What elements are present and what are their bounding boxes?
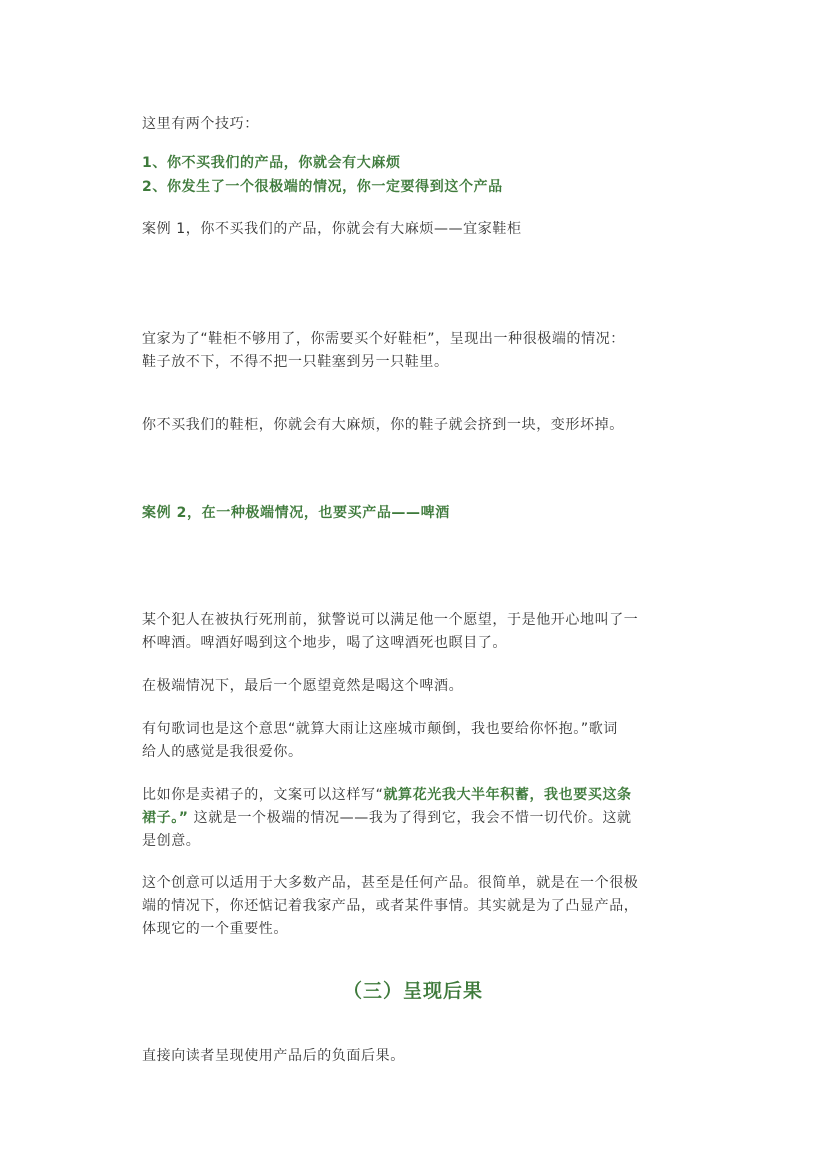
case2-paragraph-line-2: 杯啤酒。啤酒好喝到这个地步，喝了这啤酒死也瞑目了。 [142, 635, 507, 651]
case2-paragraph-line-1: 某个犯人在被执行死刑前，狱警说可以满足他一个愿望，于是他开心地叫了一 [142, 612, 639, 628]
case1-title: 案例 1，你不买我们的产品，你就会有大麻烦——宜家鞋柜 [142, 221, 522, 237]
skirt-paragraph-line-1 [142, 784, 687, 807]
case2-conclusion: 在极端情况下，最后一个愿望竟然是喝这个啤酒。 [142, 678, 464, 694]
tip-item-1: 1、你不买我们的产品，你就会有大麻烦 [142, 155, 401, 171]
case2-title: 案例 2，在一种极端情况，也要买产品——啤酒 [142, 505, 450, 521]
summary-paragraph-line-2: 端的情况下，你还惦记着我家产品，或者某件事情。其实就是为了凸显产品， [142, 898, 639, 914]
lyric-paragraph-line-2: 给人的感觉是我很爱你。 [142, 744, 303, 760]
skirt-paragraph-line-2 [142, 807, 687, 830]
case1-conclusion: 你不买我们的鞋柜，你就会有大麻烦，你的鞋子就会挤到一块，变形坏掉。 [142, 417, 624, 433]
skirt-paragraph-line-3: 是创意。 [142, 833, 201, 849]
skirt-line2-emphasis: 裙子。” [142, 810, 189, 826]
tip-item-2: 2、你发生了一个很极端的情况，你一定要得到这个产品 [142, 179, 503, 195]
skirt-line1-emphasis: 就算花光我大半年积蓄，我也要买这条 [383, 787, 632, 803]
summary-paragraph-line-1: 这个创意可以适用于大多数产品，甚至是任何产品。很简单，就是在一个很极 [142, 875, 639, 891]
intro-text: 这里有两个技巧： [142, 116, 259, 132]
skirt-line1-prefix: 比如你是卖裙子的，文案可以这样写“ [142, 787, 384, 803]
skirt-line2-suffix: 这就是一个极端的情况——我为了得到它，我会不惜一切代价。这就 [188, 810, 632, 826]
section-intro: 直接向读者呈现使用产品后的负面后果。 [142, 1048, 405, 1064]
section-heading: （三）呈现后果 [342, 980, 483, 1002]
lyric-paragraph-line-1: 有句歌词也是这个意思“就算大雨让这座城市颠倒，我也要给你怀抱。”歌词 [142, 721, 618, 737]
case1-paragraph-line-2: 鞋子放不下，不得不把一只鞋塞到另一只鞋里。 [142, 354, 449, 370]
case1-paragraph-line-1: 宜家为了“鞋柜不够用了，你需要买个好鞋柜”，呈现出一种很极端的情况： [142, 331, 625, 347]
summary-paragraph-line-3: 体现它的一个重要性。 [142, 921, 288, 937]
